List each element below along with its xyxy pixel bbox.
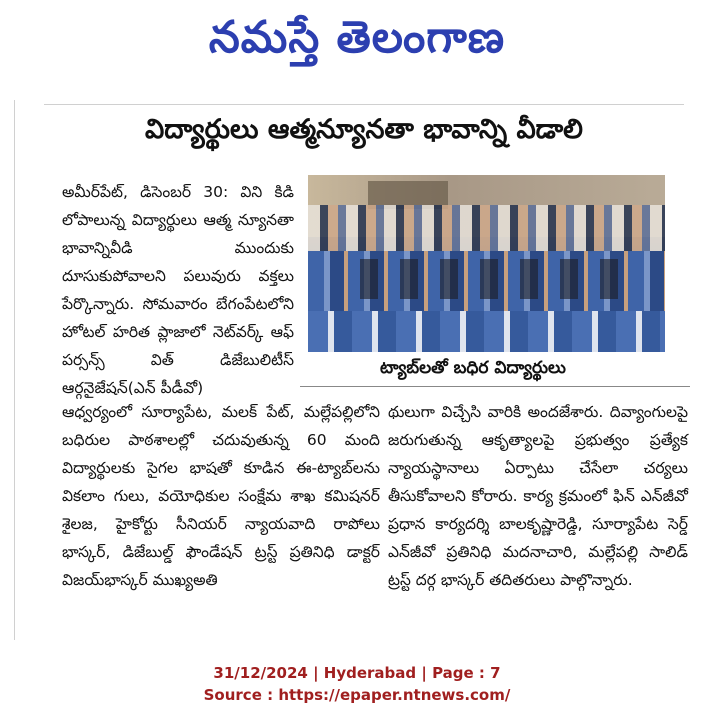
article-column-left-bottom bbox=[62, 398, 380, 594]
article-headline: విద్యార్థులు ఆత్మన్యూనతా భావాన్ని వీడాలి bbox=[145, 114, 583, 145]
article-column-right bbox=[388, 398, 688, 594]
photo-caption: ట్యాబ్‌లతో బధిర విద్యార్థులు bbox=[380, 358, 566, 378]
divider bbox=[44, 104, 684, 105]
article-column-left-top bbox=[62, 178, 294, 402]
caption-divider bbox=[300, 386, 690, 387]
article-body-left-bottom: ఆధ్వర్యంలో సూర్యాపేట, మలక్ పేట్, మల్లేపల్లిలోని బధిరుల పాఠశాలల్లో చదువుతున్న 60 మంది విద్యార్థులకు సైగల భాషతో కూడిన ఈ-ట్యాబ్‌లను వికలాం గులు, వయోధికుల సంక్షేమ శాఖ కమిషనర్ శైలజ, హైకోర్టు సీనియర్ న్యాయవాది రాపోలు భాస్కర్, డిజేబుల్డ్ ఫౌండేషన్ ట్రస్ట్ ప్రతినిధి డాక్టర్ విజయ్‌భాస్కర్ ముఖ్యఅతి bbox=[62, 403, 380, 589]
masthead-title: నమస్తే తెలంగాణ bbox=[208, 12, 506, 63]
footer-dateline: 31/12/2024 | Hyderabad | Page : 7 bbox=[213, 664, 501, 682]
article-photo bbox=[308, 175, 665, 352]
article-body-right: థులుగా విచ్చేసి వారికి అందజేశారు. దివ్యాంగులపై జరుగుతున్న ఆకృత్యాలపై ప్రభుత్వం ప్రత్యేక న్యాయస్థానాలు ఏర్పాటు చేసేలా చర్యలు తీసుకోవాలని కోరారు. కార్య క్రమంలో ఫిన్ ఎన్‌జీవో ప్రధాన కార్యదర్శి బాలకృష్ణారెడ్డి, సూర్యాపేట సెర్డ్ ఎన్‌జీవో ప్రతినిధి మదనాచారి, మల్లేపల్లి సాలిడ్ ట్రస్ట్ దర్గ భాస్కర్ తదితరులు పాల్గొన్నారు. bbox=[388, 403, 688, 589]
clip-border bbox=[14, 100, 15, 640]
article-body-left-top: అమీర్‌పేట్, డిసెంబర్ 30: విని కిడి లోపాలున్న విద్యార్థులు ఆత్మ న్యూనతా భావాన్నివీడి ముందుకు దూసుకుపోవాలని పలువురు వక్తలు పేర్కొన్నారు. సోమవారం బేగంపేటలోని హోటల్ హరిత ప్లాజాలో నెట్‌వర్క్ ఆఫ్ పర్సన్స్ విత్ డిజేబులిటీస్ ఆర్గనైజేషన్(ఎన్ పీడీవో) bbox=[62, 183, 294, 397]
page-footer bbox=[0, 662, 714, 706]
footer-source: Source : https://epaper.ntnews.com/ bbox=[203, 686, 511, 704]
masthead-logo bbox=[0, 0, 714, 86]
